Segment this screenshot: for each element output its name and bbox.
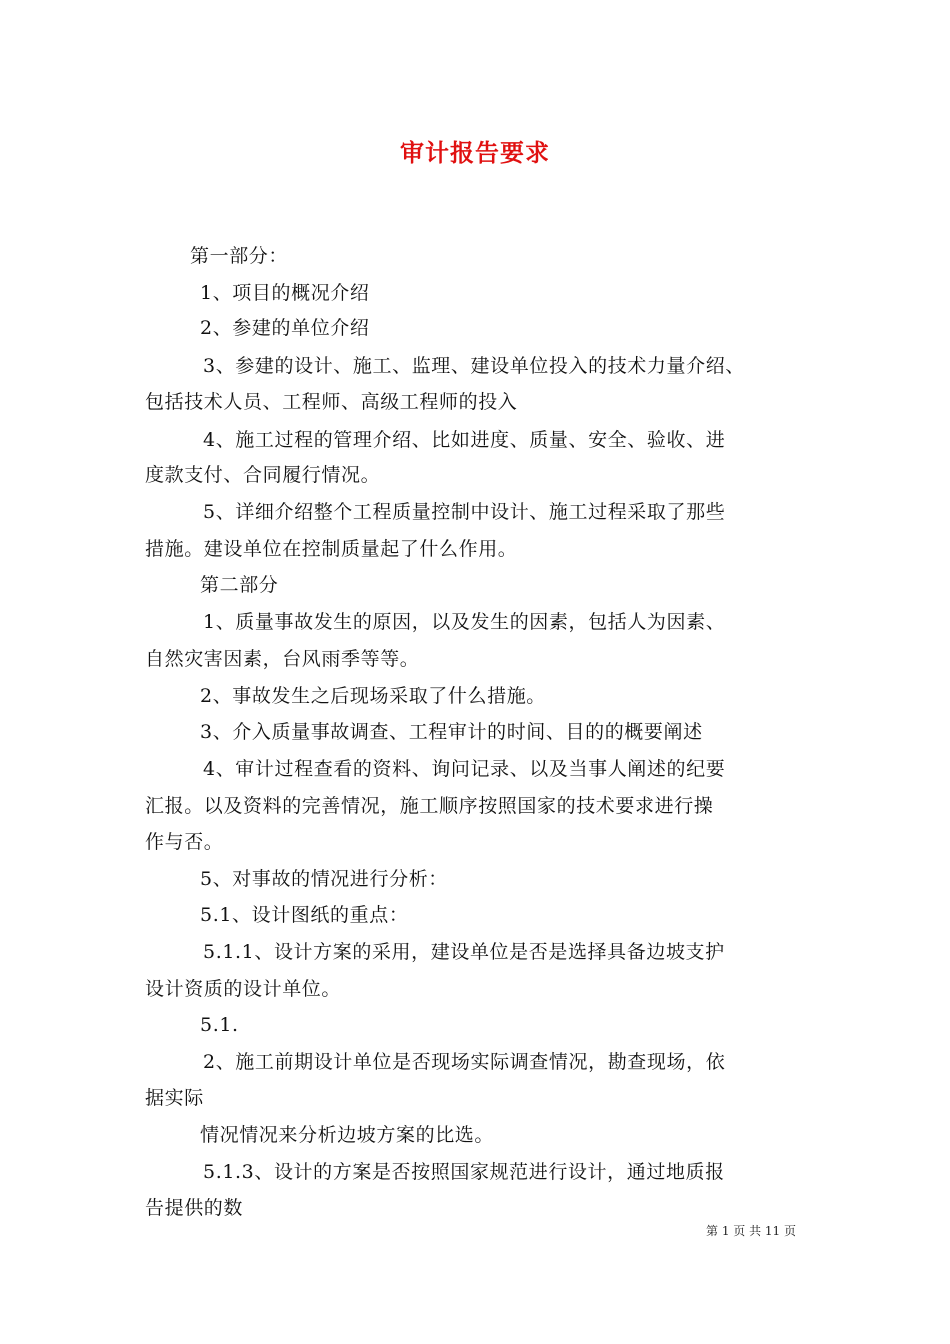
text-line: 情况情况来分析边坡方案的比选。 xyxy=(200,1124,495,1146)
text-line: 2、施工前期设计单位是否现场实际调查情况，勘查现场，依 xyxy=(203,1051,726,1073)
text-line: 度款支付、合同履行情况。 xyxy=(145,464,381,486)
text-line: 2、事故发生之后现场采取了什么措施。 xyxy=(200,685,546,707)
text-line: 5、详细介绍整个工程质量控制中设计、施工过程采取了那些 xyxy=(203,501,726,523)
text-line: 措施。建设单位在控制质量起了什么作用。 xyxy=(145,538,518,560)
text-line: 5.1. xyxy=(200,1014,239,1036)
text-line: 4、施工过程的管理介绍、比如进度、质量、安全、验收、进 xyxy=(203,429,726,451)
text-line: 1、项目的概况介绍 xyxy=(200,282,370,304)
text-line: 据实际 xyxy=(145,1087,204,1109)
text-line: 5.1、设计图纸的重点： xyxy=(200,904,409,926)
text-line: 设计资质的设计单位。 xyxy=(145,978,342,1000)
document-title: 审计报告要求 xyxy=(400,138,550,167)
text-line: 汇报。以及资料的完善情况，施工顺序按照国家的技术要求进行操 xyxy=(145,795,714,817)
text-line: 告提供的数 xyxy=(145,1197,244,1219)
text-line: 1、质量事故发生的原因，以及发生的因素，包括人为因素、 xyxy=(203,611,726,633)
text-line: 第一部分： xyxy=(190,245,289,267)
text-line: 自然灾害因素，台风雨季等等。 xyxy=(145,648,420,670)
page-number: 第 1 页 共 11 页 xyxy=(706,1224,796,1238)
text-line: 包括技术人员、工程师、高级工程师的投入 xyxy=(145,391,518,413)
text-line: 5、对事故的情况进行分析： xyxy=(200,868,448,890)
text-line: 5.1.3、设计的方案是否按照国家规范进行设计，通过地质报 xyxy=(203,1161,725,1183)
text-line: 5.1.1、设计方案的采用，建设单位是否是选择具备边坡支护 xyxy=(203,941,725,963)
text-line: 4、审计过程查看的资料、询问记录、以及当事人阐述的纪要 xyxy=(203,758,726,780)
text-line: 3、介入质量事故调查、工程审计的时间、目的的概要阐述 xyxy=(200,721,703,743)
text-line: 第二部分 xyxy=(200,574,279,596)
text-line: 作与否。 xyxy=(145,831,224,853)
text-line: 3、参建的设计、施工、监理、建设单位投入的技术力量介绍、 xyxy=(203,355,745,377)
text-line: 2、参建的单位介绍 xyxy=(200,317,370,339)
